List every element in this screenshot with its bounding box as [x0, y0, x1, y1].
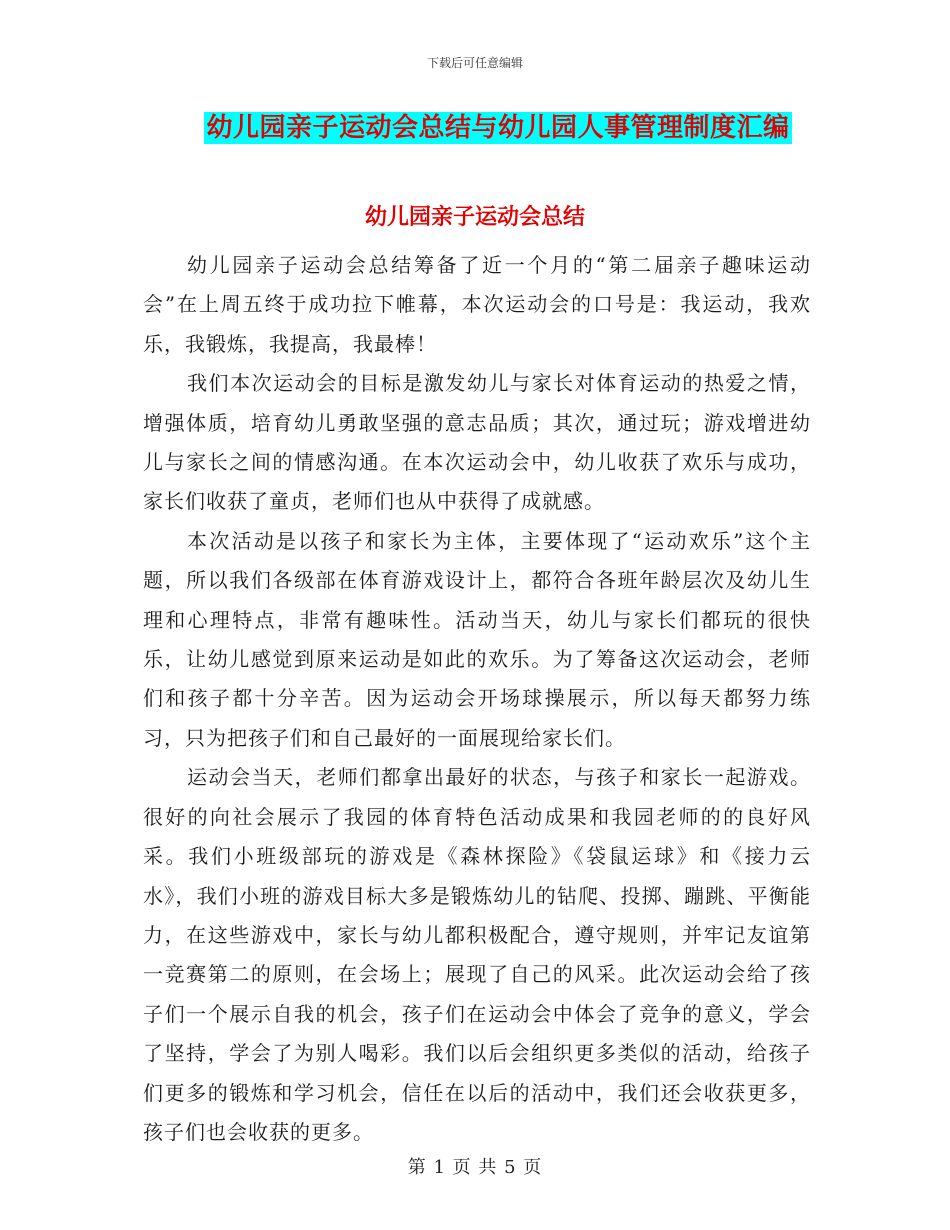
paragraph-4: 运动会当天，老师们都拿出最好的状态，与孩子和家长一起游戏。很好的向社会展示了我园的体育特色活动成果和我园老师的的良好风采。我们小班级部玩的游戏是《森林探险》《袋鼠运球》和《接力云水》，我们小班的游戏目标大多是锻炼幼儿的钻爬、投掷、蹦跳、平衡能力，在这些游戏中，家长与幼儿都积极配合，遵守规则，并牢记友谊第一竞赛第二的原则，在会场上；展现了自己的风采。此次运动会给了孩子们一个展示自我的机会，孩子们在运动会中体会了竞争的意义，学会了坚持，学会了为别人喝彩。我们以后会组织更多类似的活动，给孩子们更多的锻炼和学习机会，信任在以后的活动中，我们还会收获更多，孩子们也会收获的更多。	[143, 765, 811, 1144]
paragraph-1: 幼儿园亲子运动会总结筹备了近一个月的“第二届亲子趣味运动会”在上周五终于成功拉下帷幕，本次运动会的口号是：我运动，我欢乐，我锻炼，我提高，我最棒！	[143, 253, 811, 356]
document-body	[143, 246, 811, 1152]
document-title: 幼儿园亲子运动会总结与幼儿园人事管理制度汇编	[206, 113, 790, 143]
document-title-container	[0, 112, 950, 144]
section-title: 幼儿园亲子运动会总结	[364, 204, 585, 230]
paragraph-3: 本次活动是以孩子和家长为主体，主要体现了“运动欢乐”这个主题，所以我们各级部在体育游戏设计上，都符合各班年龄层次及幼儿生理和心理特点，非常有趣味性。活动当天，幼儿与家长们都玩的很快乐，让幼儿感觉到原来运动是如此的欢乐。为了筹备这次运动会，老师们和孩子都十分辛苦。因为运动会开场球操展示，所以每天都努力练习，只为把孩子们和自己最好的一面展现给家长们。	[143, 528, 811, 750]
page-indicator: 第 1 页 共 5 页	[407, 1157, 543, 1178]
header-note: 下载后可任意编辑	[426, 56, 523, 70]
paragraph-2: 我们本次运动会的目标是激发幼儿与家长对体育运动的热爱之情，增强体质，培育幼儿勇敢坚强的意志品质；其次，通过玩；游戏增进幼儿与家长之间的情感沟通。在本次运动会中，幼儿收获了欢乐与成功，家长们收获了童贞，老师们也从中获得了成就感。	[143, 371, 811, 514]
